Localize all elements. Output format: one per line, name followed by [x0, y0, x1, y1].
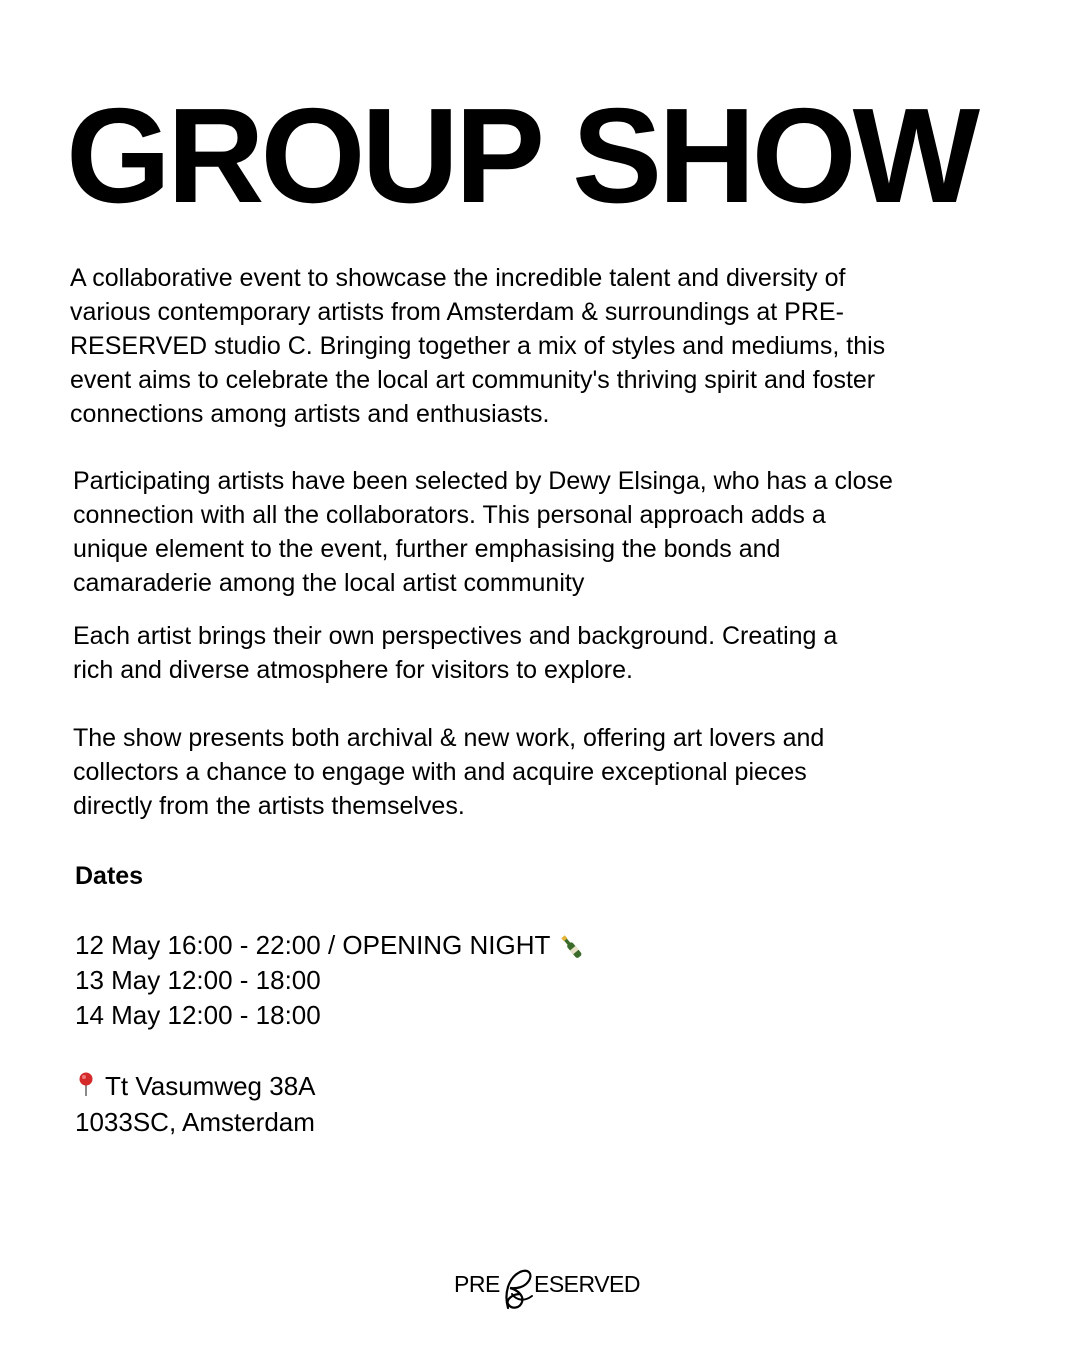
address-line-1 [75, 1068, 316, 1104]
date-item: 13 May 12:00 - 18:00 [75, 965, 321, 995]
location-pin-icon [75, 1070, 97, 1096]
logo-script-r-icon [498, 1264, 538, 1316]
champagne-bottle-icon [556, 932, 586, 962]
pre-reserved-logo [454, 1264, 641, 1316]
perspectives-paragraph: Each artist brings their own perspectives and background. Creating a rich and diverse atmosphere for visitors to explore. [73, 622, 838, 684]
page-title: GROUP SHOW [66, 80, 977, 231]
date-list [75, 928, 586, 1033]
logo-text-left: PRE [454, 1271, 500, 1297]
address-block [75, 1068, 316, 1140]
street-text: Tt Vasumweg 38A [105, 1071, 316, 1101]
dates-heading: Dates [75, 862, 144, 890]
intro-paragraph: A collaborative event to showcase the incredible talent and diversity of various contemporary artists from Amsterdam & surroundings at PRE- RESERVED studio C. Bringing together a mix of styles and mediums, this event aims to celebrate the local art community's thriving spirit and foster connections among artists and enthusiasts. [70, 264, 886, 428]
logo-text-right: ESERVED [534, 1271, 641, 1297]
selection-paragraph: Participating artists have been selected by Dewy Elsinga, who has a close connection with all the collaborators. This personal approach adds a unique element to the event, further emphasising the bonds and camaraderie among the local artist community [73, 467, 893, 597]
date-item: 14 May 12:00 - 18:00 [75, 1000, 321, 1030]
date-text: 12 May 16:00 - 22:00 / OPENING NIGHT [75, 930, 551, 960]
date-item-opening [75, 928, 586, 963]
address-line-2: 1033SC, Amsterdam [75, 1107, 315, 1137]
work-paragraph: The show presents both archival & new work, offering art lovers and collectors a chance to engage with and acquire exceptional pieces directly from the artists themselves. [73, 724, 825, 820]
